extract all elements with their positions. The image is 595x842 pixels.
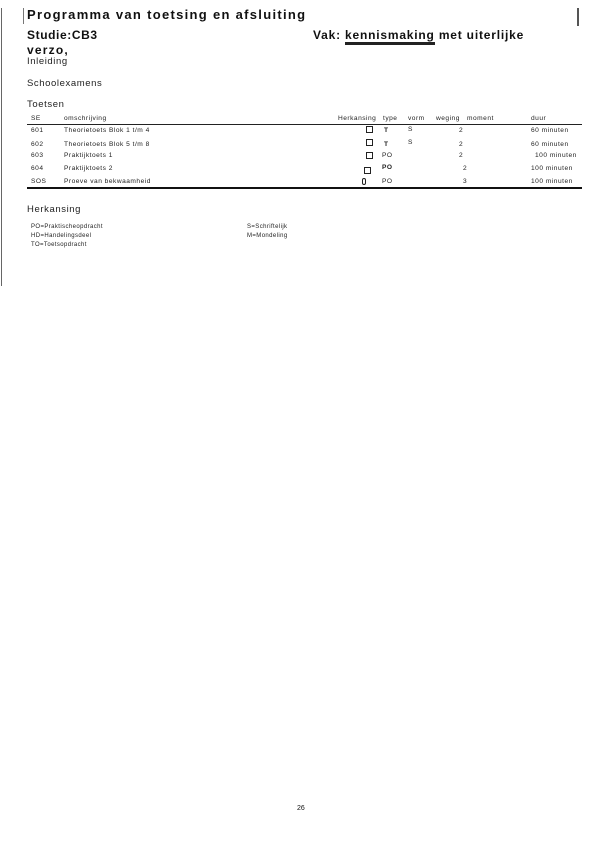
table-row-5-type: PO — [382, 178, 393, 185]
table-row-4-se: 604 — [31, 165, 44, 172]
section-inleiding: Inleiding — [27, 56, 68, 67]
title-right-rule — [577, 8, 579, 26]
table-row-1-duur: 60 minuten — [531, 127, 569, 134]
table-row-2-se: 602 — [31, 141, 44, 148]
title-left-rule — [23, 8, 24, 24]
col-duur: duur — [531, 115, 547, 122]
table-row-3-weging: 2 — [459, 152, 464, 159]
table-row-2-type: T — [384, 141, 389, 148]
studie-label: Studie:CB3 — [27, 28, 98, 42]
legend-hd: HD=Handelingsdeel — [31, 233, 92, 239]
table-row-3-se: 603 — [31, 152, 44, 159]
vak-heading — [313, 28, 524, 42]
vak-underlined: kennismaking — [345, 28, 435, 45]
col-weging: weging — [436, 115, 460, 122]
table-row-2-omschrijving: Theorietoets Blok 5 t/m 8 — [64, 141, 150, 148]
col-vorm: vorm — [408, 115, 425, 122]
page-number: 26 — [297, 805, 305, 812]
legend-po: PO=Praktischeopdracht — [31, 224, 103, 230]
left-margin-rule — [1, 8, 2, 286]
table-row-1-type: T — [384, 127, 389, 134]
herkansing-checkbox-3 — [366, 152, 373, 159]
herkansing-checkbox-1 — [366, 126, 373, 133]
table-row-4-duur: 100 minuten — [531, 165, 573, 172]
table-row-3-duur: 100 minuten — [535, 152, 577, 159]
table-row-5-omschrijving: Proeve van bekwaamheid — [64, 178, 151, 185]
table-row-2-weging: 2 — [459, 141, 464, 148]
page-title: Programma van toetsing en afsluiting — [27, 7, 307, 22]
table-bottom-rule — [27, 187, 582, 189]
studie-continuation: verzo, — [27, 43, 69, 57]
vak-label: Vak: — [313, 28, 341, 42]
table-row-5-weging: 3 — [463, 178, 468, 185]
col-type: type — [383, 115, 398, 122]
table-row-4-type: PO — [382, 164, 393, 171]
section-herkansing: Herkansing — [27, 204, 82, 215]
col-omschrijving: omschrijving — [64, 115, 107, 122]
legend-to: TO=Toetsopdracht — [31, 242, 87, 248]
table-header-rule — [27, 124, 582, 125]
table-row-2-vorm: S — [408, 139, 413, 146]
vak-rest: met uiterlijke — [438, 28, 525, 42]
section-toetsen: Toetsen — [27, 99, 65, 110]
col-moment: moment — [467, 115, 494, 122]
table-row-1-vorm: S — [408, 126, 413, 133]
legend-s: S=Schriftelijk — [247, 224, 288, 230]
table-row-5-duur: 100 minuten — [531, 178, 573, 185]
table-row-5-se: SOS — [31, 178, 47, 185]
col-herkansing: Herkansing — [338, 115, 377, 122]
table-row-1-omschrijving: Theorietoets Blok 1 t/m 4 — [64, 127, 150, 134]
section-schoolexamens: Schoolexamens — [27, 78, 103, 89]
legend-m: M=Mondeling — [247, 233, 288, 239]
table-row-2-duur: 60 minuten — [531, 141, 569, 148]
table-row-4-weging: 2 — [463, 165, 468, 172]
table-row-1-weging: 2 — [459, 127, 464, 134]
herkansing-checkbox-2 — [366, 139, 373, 146]
herkansing-circle-5 — [362, 178, 366, 185]
table-row-3-omschrijving: Praktijktoets 1 — [64, 152, 113, 159]
table-row-4-omschrijving: Praktijktoets 2 — [64, 165, 113, 172]
col-se: SE — [31, 115, 41, 122]
herkansing-checkbox-4 — [364, 167, 371, 174]
table-row-1-se: 601 — [31, 127, 44, 134]
table-row-3-type: PO — [382, 152, 393, 159]
